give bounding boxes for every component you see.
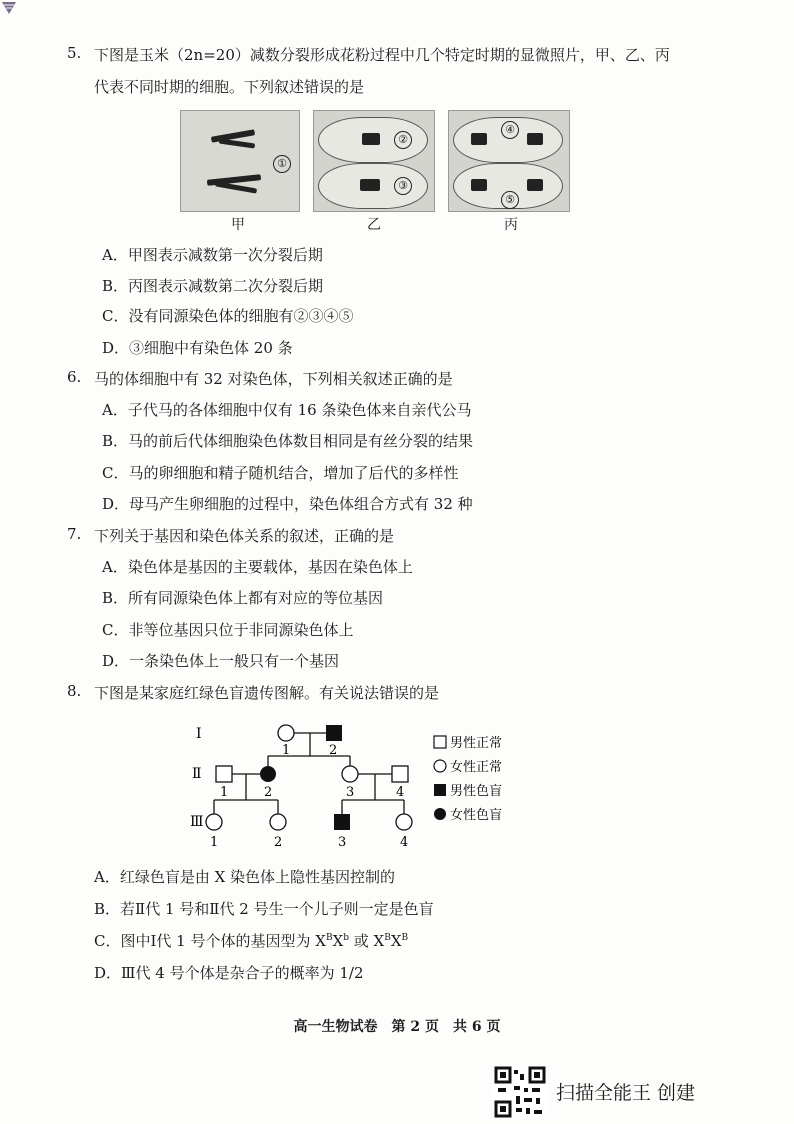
q6-option-d: D．母马产生卵细胞的过程中，染色体组合方式有 32 种 [102,495,473,513]
legend-female-colorblind-icon [434,808,446,820]
q5-stem-line2: 代表不同时期的细胞。下列叙述错误的是 [94,78,365,96]
legend-male-colorblind: 男性色盲 [450,784,503,799]
pedigree-chart [180,712,540,858]
generation-label-2: Ⅱ [192,766,202,782]
micrograph-jia [180,110,300,212]
gen3-male-3 [334,814,350,830]
generation-label-3: Ⅲ [190,814,204,830]
svg-text:1: 1 [220,785,229,800]
q8-option-c: C．图中Ⅰ代 1 号个体的基因型为 $X^BX^b$ 或 $X^BX^B$ [94,932,409,950]
cell-mark-2: ② [394,131,412,149]
svg-text:1: 1 [210,835,219,850]
gen2-male-1 [216,766,232,782]
caption-bing: 丙 [504,217,518,233]
micrograph-yi [313,110,435,212]
q8-option-a: A．红绿色盲是由 X 染色体上隐性基因控制的 [94,868,396,886]
q7-stem: 下列关于基因和染色体关系的叙述，正确的是 [94,527,395,545]
legend-female-normal: 女性正常 [450,760,503,775]
q8-option-d: D．Ⅲ代 4 号个体是杂合子的概率为 1/2 [94,964,364,982]
svg-text:3: 3 [346,785,355,800]
q8-option-b: B．若Ⅱ代 1 号和Ⅱ代 2 号生一个儿子则一定是色盲 [94,900,434,918]
q7-option-d: D．一条染色体上一般只有一个基因 [102,652,340,670]
q7-option-b: B．所有同源染色体上都有对应的等位基因 [102,589,384,607]
legend-male-normal-icon [434,736,446,748]
q6-number: 6. [67,368,82,386]
caption-yi: 乙 [367,217,381,233]
watermark-text: 扫描全能王 创建 [556,1082,696,1104]
svg-text:4: 4 [400,835,409,850]
q7-option-c: C．非等位基因只位于非同源染色体上 [102,621,354,639]
gen3-female-1 [206,814,222,830]
cell-mark-4: ④ [501,121,519,139]
cell-mark-5: ⑤ [501,191,519,209]
legend-male-colorblind-icon [434,784,446,796]
q5-stem-line1: 下图是玉米（2n=20）减数分裂形成花粉过程中几个特定时期的显微照片，甲、乙、丙 [94,46,670,64]
gen2-male-4 [392,766,408,782]
q5-option-b: B．丙图表示减数第二次分裂后期 [102,277,324,295]
q5-option-d: D．③细胞中有染色体 20 条 [102,339,293,357]
gen3-female-2 [270,814,286,830]
q8-stem: 下图是某家庭红绿色盲遗传图解。有关说法错误的是 [94,684,440,702]
legend-female-colorblind: 女性色盲 [450,808,503,823]
q6-stem: 马的体细胞中有 32 对染色体，下列相关叙述正确的是 [94,370,453,388]
generation-label-1: Ⅰ [196,726,202,742]
qr-code-icon [494,1066,546,1118]
q6-option-a: A．子代马的各体细胞中仅有 16 条染色体来自亲代公马 [102,401,472,419]
q5-option-c: C．没有同源染色体的细胞有②③④⑤ [102,307,354,325]
cell-mark-3: ③ [394,177,412,195]
svg-text:2: 2 [274,835,283,850]
micrograph-bing [448,110,570,212]
svg-text:2: 2 [264,785,273,800]
q6-option-c: C．马的卵细胞和精子随机结合，增加了后代的多样性 [102,464,459,482]
gen2-female-2 [260,766,276,782]
q6-option-b: B．马的前后代体细胞染色体数目相同是有丝分裂的结果 [102,432,474,450]
cell-mark-1: ① [273,155,291,173]
page-footer: 高一生物试卷 第 2 页 共 6 页 [293,1019,501,1035]
legend-female-normal-icon [434,760,446,772]
q5-number: 5. [67,44,82,62]
gen3-female-4 [396,814,412,830]
gen1-male-2 [326,725,342,741]
svg-text:1: 1 [282,743,291,758]
legend-male-normal: 男性正常 [450,736,503,751]
q5-option-a: A．甲图表示减数第一次分裂后期 [102,246,323,264]
svg-text:2: 2 [329,743,338,758]
caption-jia: 甲 [231,217,245,233]
corner-mark [2,2,16,16]
q7-number: 7. [67,525,82,543]
gen1-female-1 [278,725,294,741]
svg-text:3: 3 [338,835,347,850]
gen2-female-3 [342,766,358,782]
q8-number: 8. [67,682,82,700]
q7-option-a: A．染色体是基因的主要载体，基因在染色体上 [102,558,413,576]
svg-text:4: 4 [396,785,405,800]
